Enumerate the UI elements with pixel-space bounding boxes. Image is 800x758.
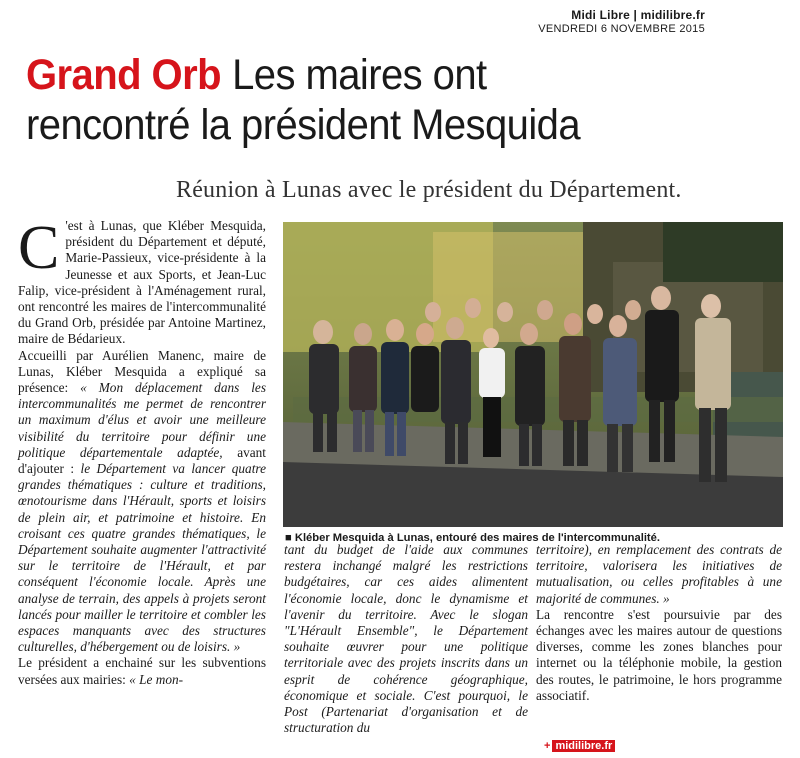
article-column-2: [284, 542, 528, 736]
column-2-text: tant du budget de l'aide aux communes restera inchangé malgré les restrictions budgétaires, car ces aides alimentent l'économie locale, donc le dynamisme et l'avenir du territoire. Avec le slogan "L'Hérault Ensemble", le Département souhaite œuvrer pour une politique territoriale avec des projets inscrits dans un esprit de cohérence géographique, économique et sociale. C'est pourquoi, le Post (Partenariat d'organisation et de structuration du: [284, 542, 528, 736]
headline-line2: rencontré la président Mesquida: [26, 101, 581, 149]
photo-caption: ■ Kléber Mesquida à Lunas, entouré des maires de l'intercommunalité.: [285, 532, 660, 544]
headline-kicker: Grand Orb: [26, 51, 221, 99]
paragraph-3: Le président a enchainé sur les subventions versées aux mairies: « Le mon-: [18, 655, 266, 687]
paragraph-2: Accueilli par Aurélien Manenc, maire de Lunas, Kléber Mesquida a expliqué sa présence: « Mon déplacement dans les intercommunalités me permet de rencontrer un maximum d'élus et avoir une meilleure visibilité du territoire pour définir une politique départementale adaptée, avant d'ajouter : le Département va lancer quatre grandes thématiques : culture et traditions, œnotourisme dans l'Hérault, sports et loisirs de plein air, et patrimoine et histoire. En croisant ces quatre grandes thématiques, le Département souhaite augmenter l'attractivité sur le territoire de l'Hérault, et par conséquent l'économie locale. Après une analyse de terrain, des appels à projets seront lancés pour mailler le territoire et combler les espaces manquants avec des structures culturelles, d'hébergement ou de loisirs. »: [18, 347, 266, 655]
headline: [26, 50, 733, 150]
subtitle: Réunion à Lunas avec le président du Département.: [176, 177, 682, 203]
newspaper-name: Midi Libre | midilibre.fr: [571, 8, 705, 22]
group-photo-image: [283, 222, 783, 527]
website-tag[interactable]: midilibre.fr: [552, 740, 615, 752]
website-badge[interactable]: [544, 740, 615, 752]
column-3-paragraph: La rencontre s'est poursuivie par des échanges avec les maires autour de questions diverses, comme les zones blanches pour internet ou la téléphonie mobile, la gestion des routes, le patrimoine, le hors programme associatif.: [536, 606, 782, 703]
masthead: [538, 8, 705, 35]
group-photo: [283, 222, 783, 527]
article-column-1: [18, 214, 266, 688]
drop-cap: C: [18, 214, 60, 282]
column-3-quote: territoire), en remplacement des contrats de territoire, valorisera les initiatives de mutualisation, ou celles profitables à une majorité de communes. »: [536, 542, 782, 606]
plus-icon: +: [544, 740, 551, 752]
issue-date: VENDREDI 6 NOVEMBRE 2015: [538, 23, 705, 35]
article-column-3: [536, 542, 782, 704]
paragraph-1: C 'est à Lunas, que Kléber Mesquida, président du Département et député, Marie-Passieux, vice-présidente à la Jeunesse et aux Sports, et Jean-Luc Falip, vice-président à l'Aménagement rural, ont rencontré les maires de l'intercommunalité du Grand Orb, présidée par Antoine Martinez, maire de Bédarieux.: [18, 214, 266, 347]
headline-line1: Les maires ont: [232, 51, 487, 99]
